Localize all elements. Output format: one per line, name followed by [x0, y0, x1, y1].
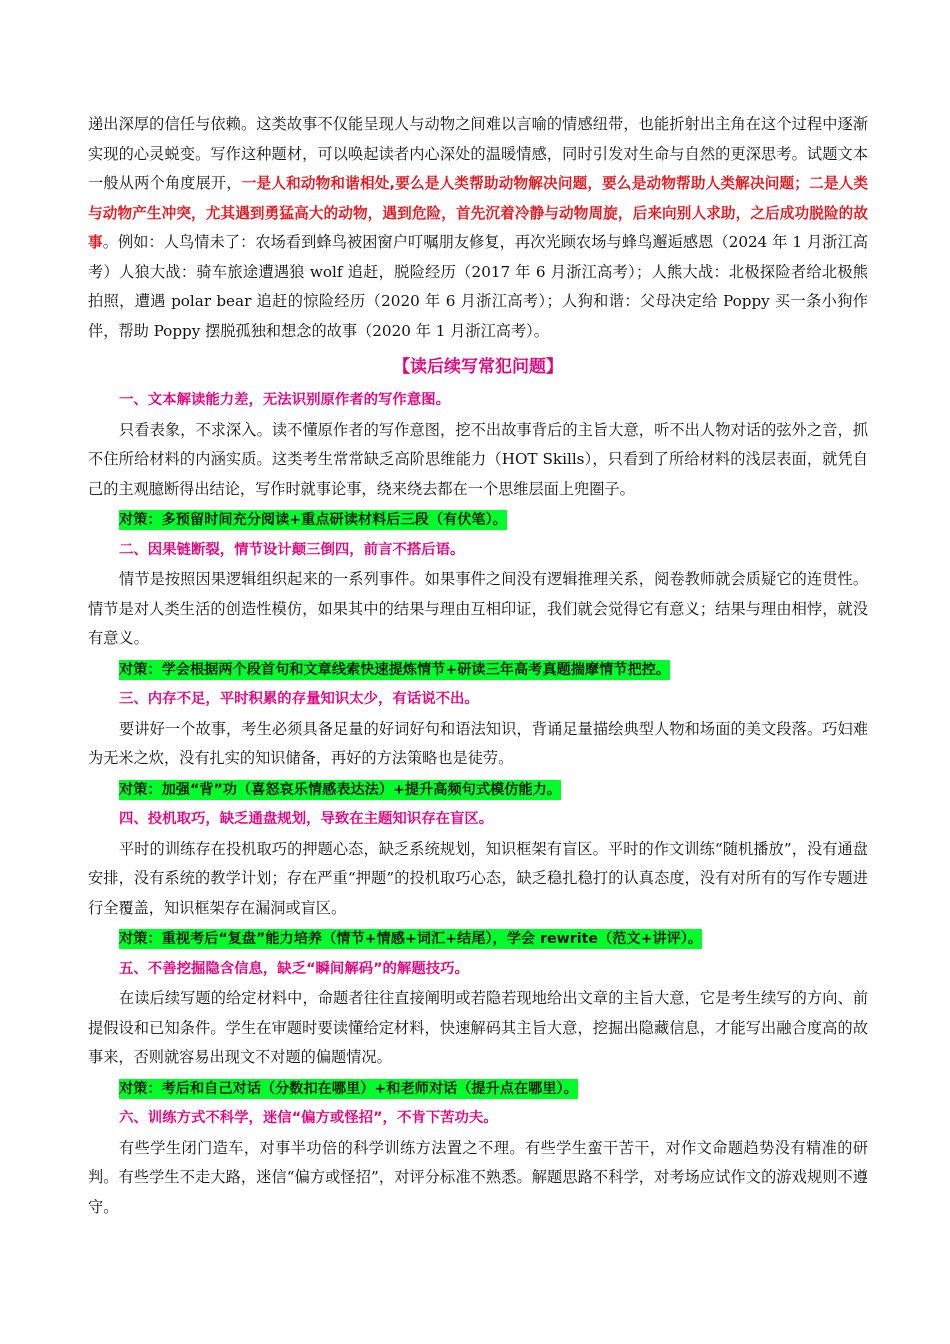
strategy-line-3 — [88, 774, 868, 806]
problem-body-1: 只看表象，不求深入。读不懂原作者的写作意图，挖不出故事背后的主旨大意，听不出人物对话的弦外之音，抓不住所给材料的内涵实质。这类考生常常缺乏高阶思维能力（HOT Skills），只看到了所给材料的浅层表面，就凭自己的主观臆断得出结论，写作时就事论事，绕来绕去都在一个思维层面上兜圈子。 — [88, 420, 868, 498]
intro-paragraph — [88, 110, 868, 346]
problem-heading-2: 二、因果链断裂，情节设计颠三倒四，前言不搭后语。 — [119, 541, 465, 558]
problem-body-5: 在读后续写题的给定材料中，命题者往往直接阐明或若隐若现地给出文章的主旨大意，它是考生续写的方向、前提假设和已知条件。学生在审题时要读懂给定材料，快速解码其主旨大意，挖掘出隐藏信息，才能写出融合度高的故事来，否则就容易出现文不对题的偏题情况。 — [88, 989, 868, 1066]
problem-body-4: 平时的训练存在投机取巧的押题心态，缺乏系统规划，知识框架有盲区。平时的作文训练“随机播放”，没有通盘安排，没有系统的教学计划；存在严重“押题”的投机取巧心态，缺乏稳扎稳打的认真态度，没有对所有的写作专题进行全覆盖，知识框架存在漏洞或盲区。 — [88, 839, 868, 917]
problem-body-6: 有些学生闭门造车，对事半功倍的科学训练方法置之不理。有些学生蛮干苦干，对作文命题趋势没有精准的研判。有些学生不走大路，迷信“偏方或怪招”，对评分标准不熟悉。解题思路不科学，对考场应试作文的游戏规则不遵守。 — [88, 1138, 868, 1216]
strategy-5: 对策：考后和自己对话（分数扣在哪里）+和老师对话（提升点在哪里）。 — [119, 1080, 578, 1097]
problem-body-2: 情节是按照因果逻辑组织起来的一系列事件。如果事件之间没有逻辑推理关系，阅卷教师就会质疑它的连贯性。情节是对人类生活的创造性模仿，如果其中的结果与理由互相印证，我们就会觉得它有意义；结果与理由相悖，就没有意义。 — [88, 570, 868, 647]
problem-heading-3: 三、内存不足，平时积累的存量知识太少，有话说不出。 — [119, 691, 479, 707]
strategy-4: 对策：重视考后“复盘”能力培养（情节+情感+词汇+结尾），学会 rewrite（范文+讲评）。 — [119, 931, 703, 947]
intro-text-1: 递出深厚的信任与依赖。这类故事不仅能呈现人与动物之间难以言喻的情感纽带，也能折射出主角在这个过程中逐渐实现的心灵蜕变。写作这种题材，可以唤起读者内心深处的温暖情感，同时引发对生命与自然的更深思考。试题文本一般从两个角度展开， — [88, 115, 868, 192]
intro-text-2: 。例如：人鸟情未了：农场看到蜂鸟被困窗户叮嘱朋友修复，再次光顾农场与蜂鸟邂逅感恩（2024 年 1 月浙江高考）人狼大战：骑车旅途遭遇狼 wolf 追赶，脱险经历（2017 年 6 月浙江高考）；人熊大战：北极探险者给北极熊拍照，遭遇 polar bear 追赶的惊险经历（2020 年 6 月浙江高考）；人狗和谐：父母决定给 Poppy 买一条小狗作伴，帮助 Poppy 摆脱孤独和想念的故事（2020 年 1 月浙江高考）。 — [88, 233, 868, 340]
document-content — [88, 110, 868, 1222]
problem-heading-5: 五、不善挖掘隐含信息，缺乏“瞬间解码”的解题技巧。 — [119, 960, 469, 977]
strategy-line-5 — [88, 1073, 868, 1105]
problem-heading-1: 一、文本解读能力差，无法识别原作者的写作意图。 — [119, 392, 450, 408]
strategy-3: 对策：加强“背”功（喜怒哀乐情感表达法）+提升高频句式模仿能力。 — [119, 781, 561, 798]
problem-body-3: 要讲好一个故事，考生必须具备足量的好词好句和语法知识，背诵足量描绘典型人物和场面的美文段落。巧妇难为无米之炊，没有扎实的知识储备，再好的方法策略也是徒劳。 — [88, 719, 868, 767]
intro-highlight: 一是人和动物和谐相处,要么是人类帮助动物解决问题，要么是动物帮助人类解决问题；二是人类与动物产生冲突，尤其遇到勇猛高大的动物，遇到危险，首先沉着冷静与动物周旋，后来向别人求助，之后成功脱险的故事 — [88, 175, 868, 251]
section-title: 【读后续写常犯问题】 — [393, 357, 563, 377]
problem-heading-4: 四、投机取巧，缺乏通盘规划，导致在主题知识存在盲区。 — [119, 811, 494, 827]
problem-heading-6: 六、训练方式不科学，迷信“偏方或怪招”，不肯下苦功夫。 — [119, 1110, 498, 1126]
strategy-line-4 — [88, 923, 868, 955]
strategy-line-1 — [88, 504, 868, 536]
strategy-1: 对策：多预留时间充分阅读+重点研读材料后三段（有伏笔）。 — [119, 512, 507, 528]
strategy-2: 对策：学会根据两个段首句和文章线索快速提炼情节+研读三年高考真题揣摩情节把控。 — [119, 661, 671, 678]
strategy-line-2 — [88, 654, 868, 686]
